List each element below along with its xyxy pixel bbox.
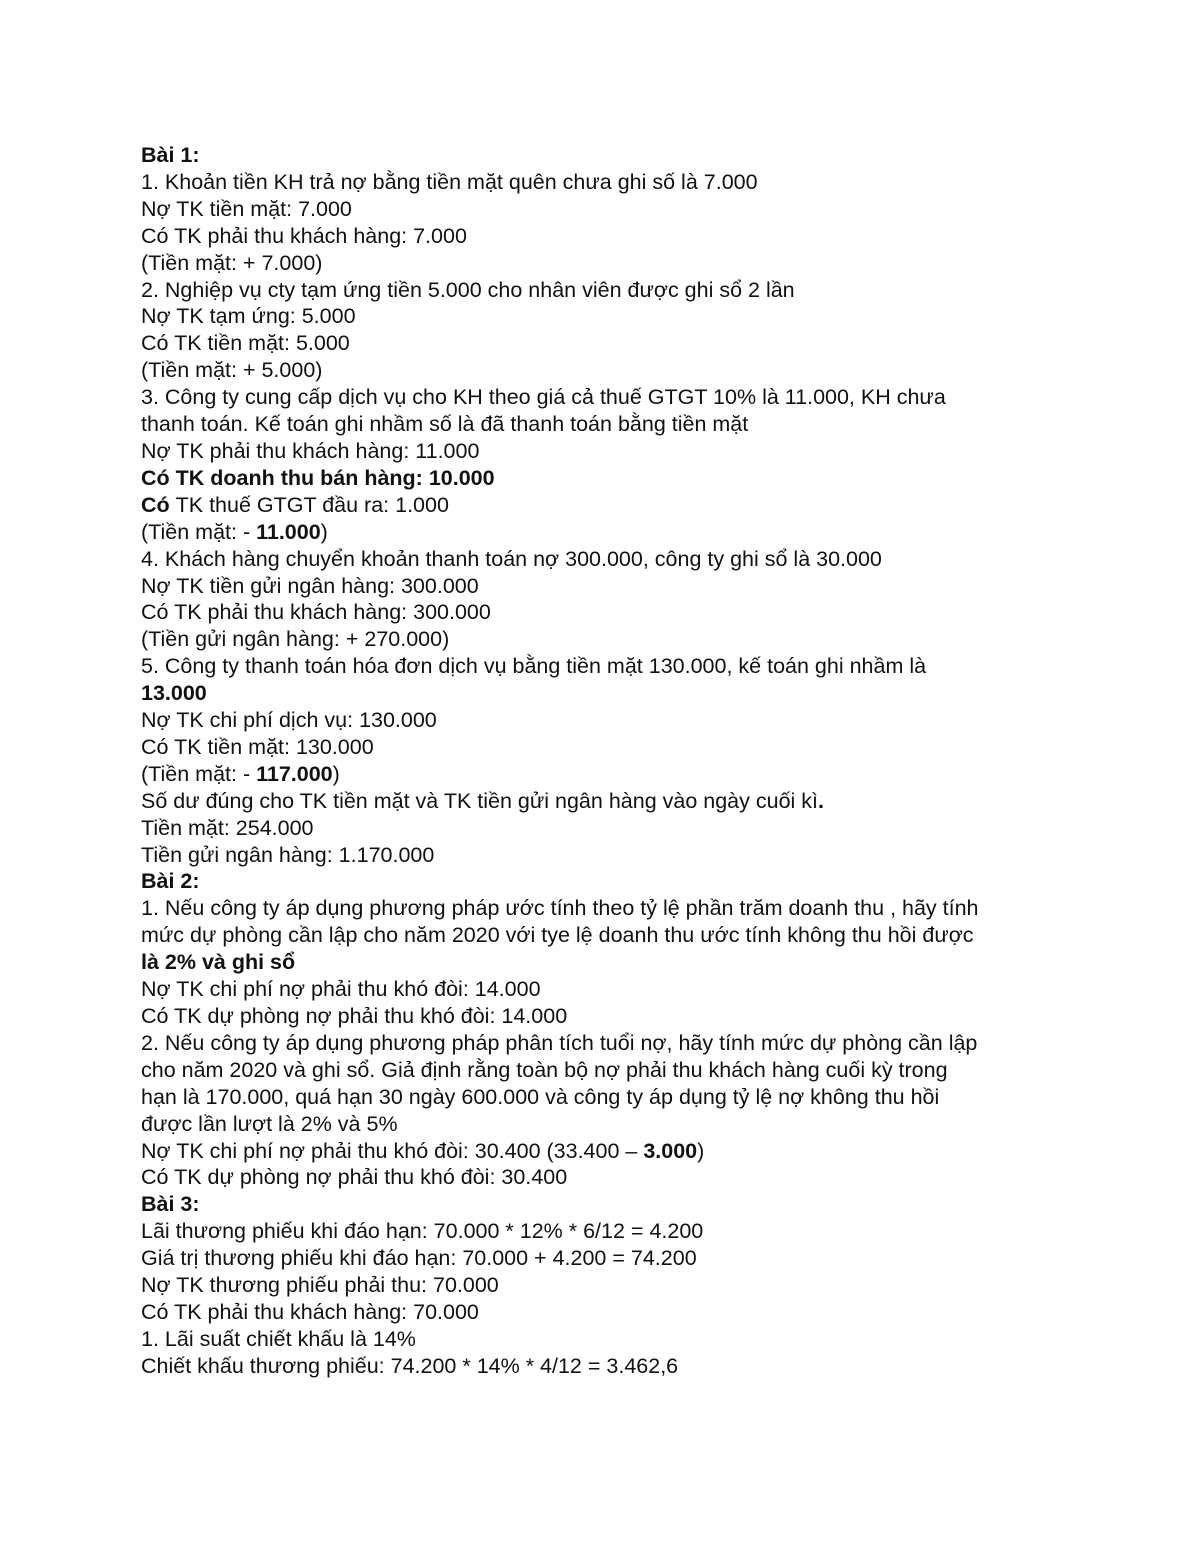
interest-calc: Lãi thương phiếu khi đáo hạn: 70.000 * 12% * 6/12 = 4.200 — [141, 1219, 704, 1244]
entry-debit: Nợ TK thương phiếu phải thu: 70.000 — [141, 1273, 499, 1298]
entry-credit: Có TK phải thu khách hàng: 300.000 — [141, 600, 491, 625]
balance-bank: Tiền gửi ngân hàng: 1.170.000 — [141, 842, 435, 867]
entry-credit: Có TK phải thu khách hàng: 7.000 — [141, 223, 467, 248]
entry-credit-bold: Có TK doanh thu bán hàng: 10.000 — [141, 465, 495, 490]
section-heading-bai-1: Bài 1: — [141, 143, 200, 167]
question-3-1: 1. Lãi suất chiết khấu là 14% — [141, 1326, 416, 1351]
entry-debit: Nợ TK tạm ứng: 5.000 — [141, 304, 356, 329]
document-page — [141, 142, 1081, 1380]
entry-adjustment: (Tiền mặt: + 7.000) — [141, 250, 323, 275]
question-1-3-cont: thanh toán. Kế toán ghi nhầm số là đã thanh toán bằng tiền mặt — [141, 412, 749, 437]
question-1-1: 1. Khoản tiền KH trả nợ bằng tiền mặt quên chưa ghi số là 7.000 — [141, 169, 758, 194]
entry-adjustment: (Tiền mặt: - 11.000) — [141, 519, 328, 544]
entry-credit: Có TK dự phòng nợ phải thu khó đòi: 14.000 — [141, 1004, 568, 1028]
entry-debit: Nợ TK chi phí nợ phải thu khó đòi: 14.000 — [141, 977, 541, 1002]
entry-credit: Có TK thuế GTGT đầu ra: 1.000 — [141, 492, 449, 517]
question-1-5: 5. Công ty thanh toán hóa đơn dịch vụ bằng tiền mặt 130.000, kế toán ghi nhầm là — [141, 654, 927, 679]
question-1-4: 4. Khách hàng chuyển khoản thanh toán nợ 300.000, công ty ghi sổ là 30.000 — [141, 546, 882, 571]
entry-debit: Nợ TK chi phí dịch vụ: 130.000 — [141, 708, 437, 733]
discount-calc: Chiết khấu thương phiếu: 74.200 * 14% * 4/12 = 3.462,6 — [141, 1353, 679, 1378]
entry-credit: Có TK tiền mặt: 5.000 — [141, 331, 350, 356]
question-1-3: 3. Công ty cung cấp dịch vụ cho KH theo giá cả thuế GTGT 10% là 11.000, KH chưa — [141, 385, 946, 410]
question-2-1-cont: mức dự phòng cần lập cho năm 2020 với tye lệ doanh thu ước tính không thu hồi được — [141, 923, 974, 948]
question-1-2: 2. Nghiệp vụ cty tạm ứng tiền 5.000 cho nhân viên được ghi sổ 2 lần — [141, 277, 795, 302]
entry-debit: Nợ TK tiền mặt: 7.000 — [141, 196, 352, 221]
question-2-2: 2. Nếu công ty áp dụng phương pháp phân tích tuổi nợ, hãy tính mức dự phòng cần lập — [141, 1030, 978, 1055]
question-2-2-cont: hạn là 170.000, quá hạn 30 ngày 600.000 và công ty áp dụng tỷ lệ nợ không thu hồi — [141, 1084, 940, 1109]
entry-adjustment: (Tiền mặt: - 117.000) — [141, 761, 340, 786]
maturity-value-calc: Giá trị thương phiếu khi đáo hạn: 70.000 + 4.200 = 74.200 — [141, 1246, 697, 1271]
section-heading-bai-3: Bài 3: — [141, 1192, 200, 1217]
entry-credit: Có TK tiền mặt: 130.000 — [141, 734, 374, 759]
entry-adjustment: (Tiền mặt: + 5.000) — [141, 358, 323, 383]
question-2-1-cont: là 2% và ghi sổ — [141, 950, 296, 975]
question-2-2-cont: cho năm 2020 và ghi sổ. Giả định rằng toàn bộ nợ phải thu khách hàng cuối kỳ trong — [141, 1057, 948, 1082]
question-2-2-cont: được lần lượt là 2% và 5% — [141, 1111, 398, 1136]
section-heading-bai-2: Bài 2: — [141, 869, 200, 894]
entry-debit: Nợ TK phải thu khách hàng: 11.000 — [141, 438, 480, 463]
entry-credit: Có TK dự phòng nợ phải thu khó đòi: 30.400 — [141, 1165, 568, 1190]
entry-debit: Nợ TK tiền gửi ngân hàng: 300.000 — [141, 573, 479, 598]
entry-debit: Nợ TK chi phí nợ phải thu khó đòi: 30.400 (33.400 – 3.000) — [141, 1138, 705, 1163]
question-1-5-cont: 13.000 — [141, 681, 207, 706]
entry-adjustment: (Tiền gửi ngân hàng: + 270.000) — [141, 627, 450, 652]
balance-cash: Tiền mặt: 254.000 — [141, 815, 314, 840]
balance-summary: Số dư đúng cho TK tiền mặt và TK tiền gửi ngân hàng vào ngày cuối kì. — [141, 788, 824, 813]
question-2-1: 1. Nếu công ty áp dụng phương pháp ước tính theo tỷ lệ phần trăm doanh thu , hãy tính — [141, 896, 979, 921]
entry-credit: Có TK phải thu khách hàng: 70.000 — [141, 1299, 479, 1324]
